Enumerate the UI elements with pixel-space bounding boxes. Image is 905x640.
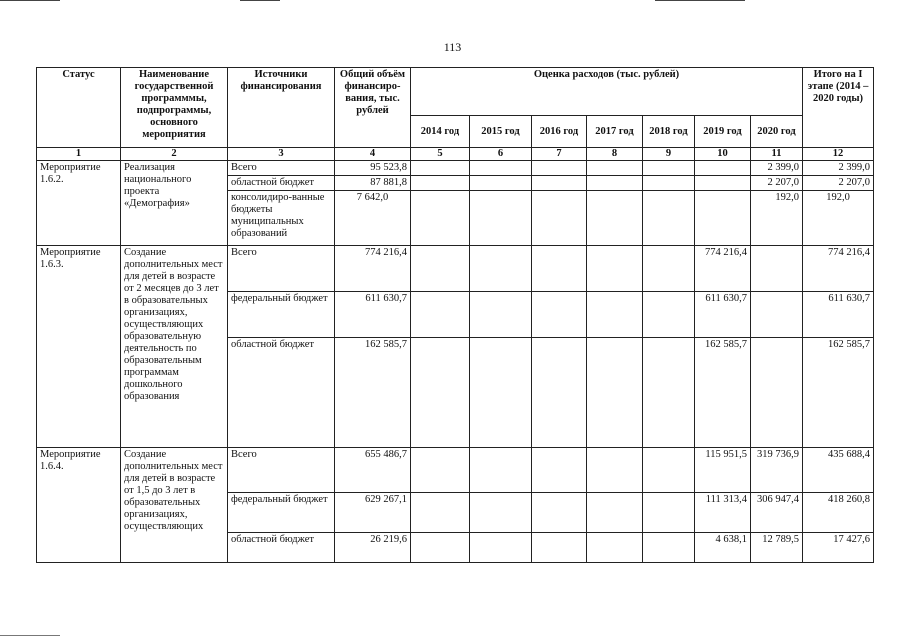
stage-cell: 774 216,4	[803, 246, 874, 292]
page-number: 113	[443, 40, 462, 54]
y2020-cell	[751, 338, 803, 448]
column-number: 2	[121, 148, 228, 161]
header-sources: Источники финансирования	[228, 68, 335, 148]
total-cell: 655 486,7	[335, 448, 411, 493]
y2020-cell	[751, 246, 803, 292]
status-cell: Мероприятие 1.6.3.	[37, 246, 121, 448]
financing-table	[36, 67, 874, 563]
y2019-cell: 111 313,4	[695, 493, 751, 533]
source-cell: Всего	[228, 161, 335, 176]
header-year: 2016 год	[532, 116, 587, 148]
total-cell: 7 642,0	[335, 191, 411, 246]
y2020-cell: 12 789,5	[751, 533, 803, 563]
stage-cell: 2 207,0	[803, 176, 874, 191]
header-year: 2020 год	[751, 116, 803, 148]
header-year: 2015 год	[470, 116, 532, 148]
stage-cell: 192,0	[803, 191, 874, 246]
y2020-cell	[751, 292, 803, 338]
header-status: Статус	[37, 68, 121, 148]
stage-cell: 162 585,7	[803, 338, 874, 448]
column-number: 8	[587, 148, 643, 161]
y2019-cell: 774 216,4	[695, 246, 751, 292]
status-cell: Мероприятие 1.6.4.	[37, 448, 121, 563]
y2019-cell: 115 951,5	[695, 448, 751, 493]
header-year: 2017 год	[587, 116, 643, 148]
column-number: 9	[643, 148, 695, 161]
stage-cell: 611 630,7	[803, 292, 874, 338]
header-year: 2018 год	[643, 116, 695, 148]
column-number: 10	[695, 148, 751, 161]
column-number: 3	[228, 148, 335, 161]
stage-cell: 17 427,6	[803, 533, 874, 563]
y2020-cell: 306 947,4	[751, 493, 803, 533]
table-row	[37, 246, 874, 292]
stage-cell: 2 399,0	[803, 161, 874, 176]
y2019-cell: 162 585,7	[695, 338, 751, 448]
header-stage-total: Итого на I этапе (2014 – 2020 годы)	[803, 68, 874, 148]
source-cell: федеральный бюджет	[228, 292, 335, 338]
column-number: 1	[37, 148, 121, 161]
page-top-rule	[0, 0, 60, 1]
column-number: 12	[803, 148, 874, 161]
header-total: Общий объём финансиро-вания, тыс. рублей	[335, 68, 411, 148]
source-cell: областной бюджет	[228, 533, 335, 563]
y2020-cell: 192,0	[751, 191, 803, 246]
source-cell: консолидиро-ванные бюджеты муниципальных образований	[228, 191, 335, 246]
table-row	[37, 448, 874, 493]
name-cell: Реализация национального проекта «Демография»	[121, 161, 228, 246]
page-bottom-rule	[0, 635, 60, 636]
y2019-cell: 4 638,1	[695, 533, 751, 563]
header-estimate: Оценка расходов (тыс. рублей)	[411, 68, 803, 116]
source-cell: областной бюджет	[228, 176, 335, 191]
header-year: 2014 год	[411, 116, 470, 148]
column-number: 7	[532, 148, 587, 161]
page-top-rule	[655, 0, 745, 1]
total-cell: 95 523,8	[335, 161, 411, 176]
y2019-cell	[695, 176, 751, 191]
total-cell: 629 267,1	[335, 493, 411, 533]
y2019-cell	[695, 161, 751, 176]
header-name: Наименование государственной программмы, подпрограммы, основного мероприятия	[121, 68, 228, 148]
column-number: 4	[335, 148, 411, 161]
y2020-cell: 2 399,0	[751, 161, 803, 176]
y2019-cell: 611 630,7	[695, 292, 751, 338]
total-cell: 774 216,4	[335, 246, 411, 292]
total-cell: 87 881,8	[335, 176, 411, 191]
status-cell: Мероприятие 1.6.2.	[37, 161, 121, 246]
table-row	[37, 161, 874, 176]
source-cell: федеральный бюджет	[228, 493, 335, 533]
y2020-cell: 2 207,0	[751, 176, 803, 191]
total-cell: 611 630,7	[335, 292, 411, 338]
total-cell: 26 219,6	[335, 533, 411, 563]
source-cell: Всего	[228, 246, 335, 292]
page-top-rule	[240, 0, 280, 1]
column-number: 5	[411, 148, 470, 161]
column-number: 6	[470, 148, 532, 161]
name-cell: Создание дополнительных мест для детей в возрасте от 2 месяцев до 3 лет в образовательных организациях, осуществляющих образовательную деятельность по образовательным программам дошкольного образования	[121, 246, 228, 448]
stage-cell: 418 260,8	[803, 493, 874, 533]
source-cell: областной бюджет	[228, 338, 335, 448]
y2020-cell: 319 736,9	[751, 448, 803, 493]
name-cell: Создание дополнительных мест для детей в возрасте от 1,5 до 3 лет в образовательных организациях, осуществляющих	[121, 448, 228, 563]
source-cell: Всего	[228, 448, 335, 493]
total-cell: 162 585,7	[335, 338, 411, 448]
header-year: 2019 год	[695, 116, 751, 148]
column-number: 11	[751, 148, 803, 161]
stage-cell: 435 688,4	[803, 448, 874, 493]
y2019-cell	[695, 191, 751, 246]
